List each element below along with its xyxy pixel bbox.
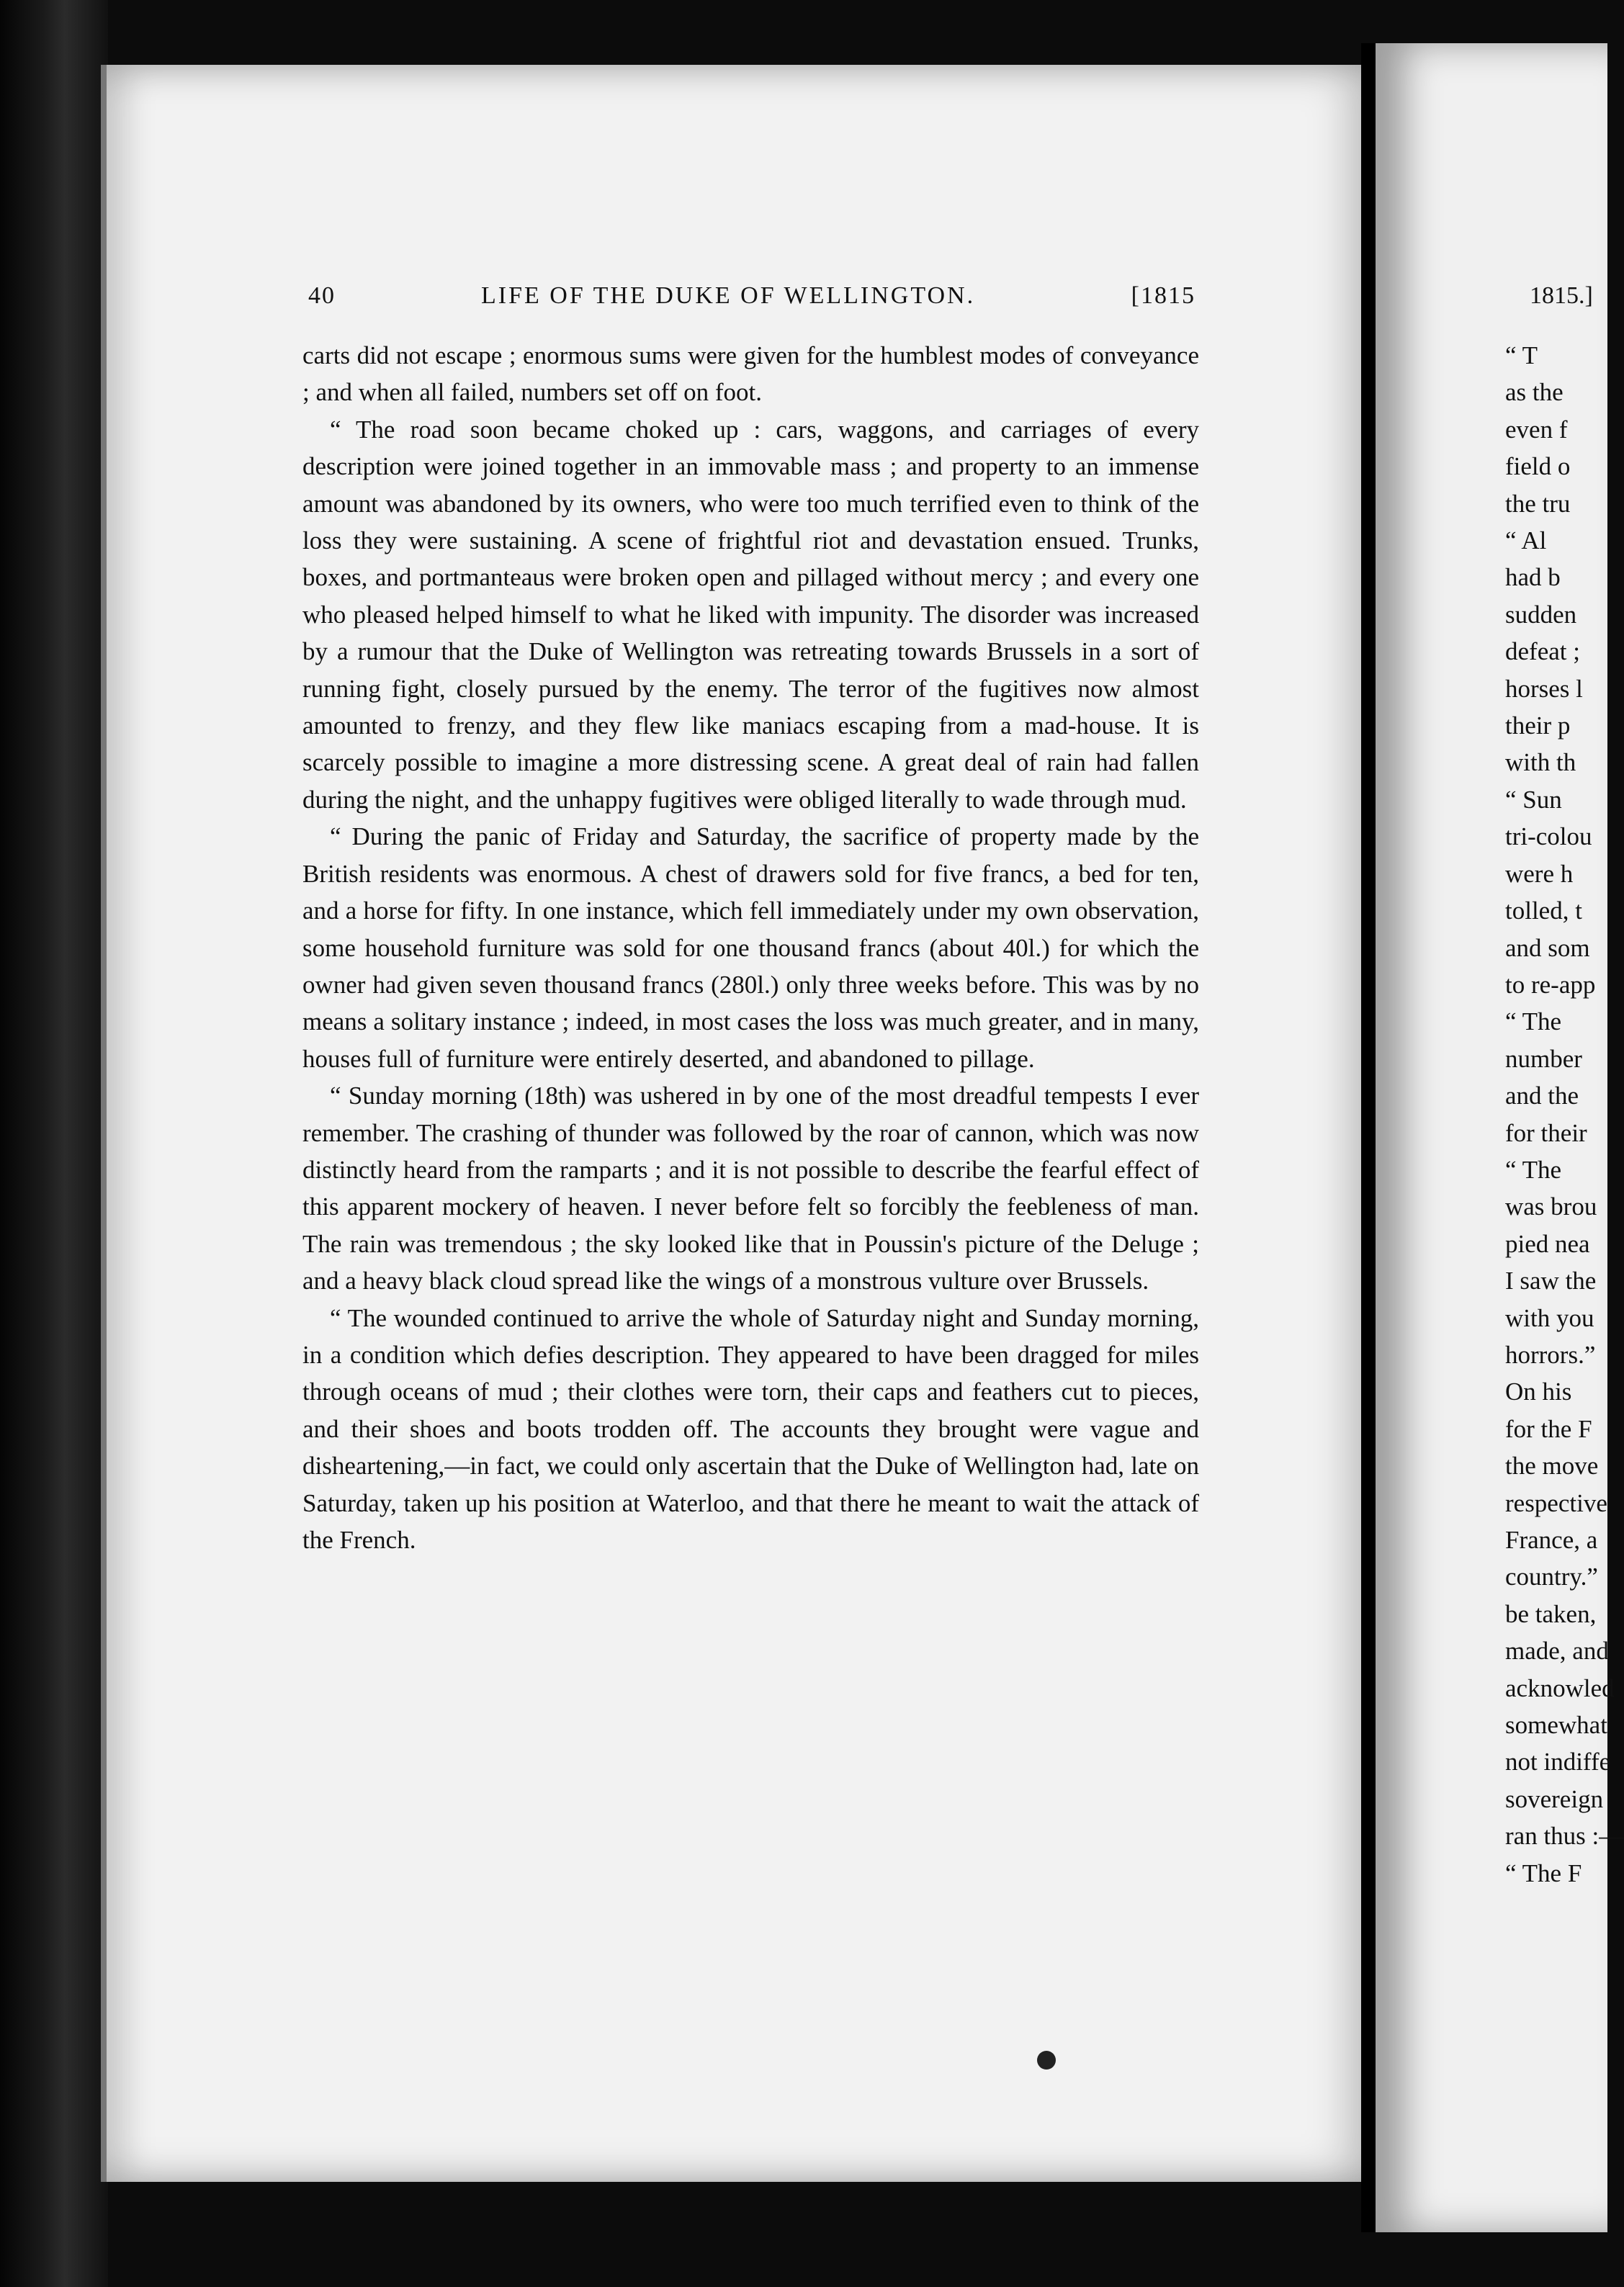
right-page-line: tolled, t — [1505, 897, 1582, 925]
right-page-line: be taken, — [1505, 1599, 1597, 1628]
right-page-header-year: 1815.] — [1530, 282, 1593, 309]
right-page-line: horses l — [1505, 674, 1583, 703]
right-page-line: tri-colou — [1505, 822, 1592, 851]
right-page-line: to re-app — [1505, 970, 1596, 999]
right-page-line: not indiffe — [1505, 1748, 1611, 1776]
left-page-header — [308, 282, 1195, 318]
right-page-line: France, a — [1505, 1526, 1598, 1554]
paragraph: “ Sunday morning (18th) was ushered in by one of the most dreadful tempests I ever remember. The crashing of thunder was followed by the roar of cannon, which was now distinctly heard from the ramparts ; and it is not possible to describe the fearful effect of this apparent mockery of heaven. I never before felt so forcibly the feebleness of man. The rain was tremendous ; the sky looked like that in Poussin's picture of the Deluge ; and a heavy black cloud spread like the wings of a monstrous vulture over Brussels. — [302, 1082, 1199, 1295]
right-page-line: had b — [1505, 563, 1561, 592]
right-page-line: their p — [1505, 711, 1571, 740]
right-page-line: even f — [1505, 415, 1568, 444]
right-page-line: number — [1505, 1044, 1582, 1073]
paragraph: “ The road soon became choked up : cars, waggons, and carriages of every description were joined together in an immovable mass ; and property to an immense amount was abandoned by its owners, who were too much terrified even to think of the loss they were sustaining. A scene of frightful riot and devastation ensued. Trunks, boxes, and portmanteaus were broken open and pillaged without mercy ; and every one who pleased helped himself to what he liked with impunity. The disorder was increased by a rumour that the Duke of Wellington was retreating towards Brussels in a sort of running fight, closely pursued by the enemy. The terror of the fugitives now almost amounted to frenzy, and they flew like maniacs escaping from a mad-house. It is scarcely possible to imagine a more distressing scene. A great deal of rain had fallen during the night, and the unhappy fugitives were obliged literally to wade through mud. — [302, 415, 1199, 814]
right-page-line: as the — [1505, 378, 1564, 407]
right-page-line: sovereign — [1505, 1784, 1604, 1813]
right-page-line: “ The F — [1505, 1859, 1582, 1887]
right-page-line: was brou — [1505, 1192, 1597, 1221]
right-page-line: with you — [1505, 1303, 1594, 1332]
book-gutter — [1361, 43, 1376, 2232]
header-year: [1815 — [1131, 282, 1195, 309]
right-page-line: sudden — [1505, 600, 1577, 629]
right-page-line: made, and — [1505, 1637, 1609, 1666]
right-page-body — [1505, 337, 1624, 1892]
right-page-line: respective — [1505, 1488, 1607, 1517]
right-page-line: defeat ; — [1505, 637, 1580, 666]
book-spine-edge — [0, 0, 108, 2287]
running-title: LIFE OF THE DUKE OF WELLINGTON. — [481, 282, 976, 309]
left-page-body — [302, 337, 1199, 1558]
right-page-line: for the F — [1505, 1414, 1592, 1443]
right-page-line: field o — [1505, 452, 1571, 481]
right-page-line: the tru — [1505, 489, 1571, 518]
right-page-line: ran thus :— — [1505, 1822, 1624, 1851]
right-page-line: acknowled — [1505, 1673, 1615, 1702]
right-page-line: “ The — [1505, 1007, 1562, 1036]
right-page-line: horrors.” — [1505, 1340, 1596, 1369]
right-page-line: country.” — [1505, 1563, 1598, 1591]
right-page-line: were h — [1505, 859, 1574, 888]
page-number: 40 — [308, 282, 336, 309]
right-page-line: “ Al — [1505, 526, 1547, 555]
right-page-line: “ T — [1505, 341, 1538, 369]
ink-speck — [1037, 2051, 1056, 2070]
right-page-line: On his — [1505, 1378, 1572, 1406]
paragraph: carts did not escape ; enormous sums were given for the humblest modes of conveyance ; and when all failed, numbers set off on foot. — [302, 341, 1199, 407]
right-page-line: and som — [1505, 933, 1590, 962]
paragraph: “ The wounded continued to arrive the whole of Saturday night and Sunday morning, in a condition which defies description. They appeared to have been dragged for miles through oceans of mud ; their clothes were torn, their caps and feathers cut to pieces, and their shoes and boots trodden off. The accounts they brought were vague and disheartening,—in fact, we could only ascertain that the Duke of Wellington had, late on Saturday, taken up his position at Waterloo, and that there he meant to wait the attack of the French. — [302, 1303, 1199, 1554]
right-page-line: “ The — [1505, 1155, 1562, 1184]
right-page-line: I saw the — [1505, 1267, 1597, 1295]
paragraph: “ During the panic of Friday and Saturday, the sacrifice of property made by the British residents was enormous. A chest of drawers sold for five francs, a bed for ten, and a horse for fifty. In one instance, which fell immediately under my own observation, some household furniture was sold for one thousand francs (about 40l.) for which the owner had given seven thousand francs (280l.) only three weeks before. This was by no means a solitary instance ; indeed, in most cases the loss was much greater, and in many, houses full of furniture were entirely deserted, and abandoned to pillage. — [302, 822, 1199, 1073]
right-page-line: “ Sun — [1505, 785, 1562, 814]
right-page-line: pied nea — [1505, 1229, 1590, 1258]
right-page-line: with th — [1505, 748, 1576, 777]
right-page-line: for their — [1505, 1118, 1587, 1147]
right-page-line: and the — [1505, 1082, 1579, 1110]
right-page-line: the move — [1505, 1452, 1599, 1481]
right-page-line: somewhat — [1505, 1711, 1607, 1740]
